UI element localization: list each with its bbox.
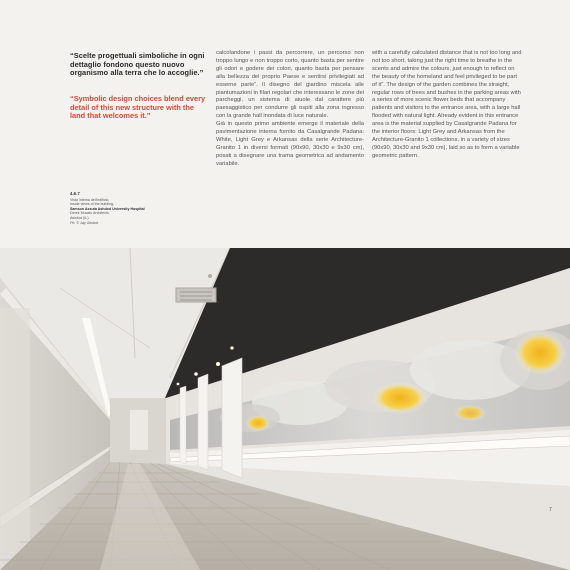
photo-caption	[70, 192, 210, 225]
pull-quote-italian: “Scelte progettuali simboliche in ogni dettaglio fondono questo nuovo organismo alla terra che lo accoglie.”	[70, 51, 205, 78]
caption-project: Samson Assuta Ashdod University Hospital	[70, 206, 145, 211]
flower-yellow-2	[514, 331, 566, 375]
caption-architect: Derek Mucalo Architects	[70, 211, 109, 216]
caption-location: Ashdod (IL)	[70, 215, 89, 220]
caption-photo-credit: Ph. © Jay Gkobot	[70, 220, 99, 225]
corridor-illustration	[0, 248, 570, 570]
caption-line-english: Inside views of the building,	[70, 202, 114, 207]
page-number: 7	[549, 507, 552, 513]
flower-yellow-1	[372, 382, 428, 414]
body-column-english: with a carefully calculated distance that is not too long and not too short, taking just the right time to breathe in the scents and admire the colours, just enough to reflect on the beauty of the homeland and feel privileged to be part of it”. The design of the garden combines the straight, regular rows of trees and bushes in the parking areas with a series of more scenic flower beds that accompany patients and visitors to the entrance area, with a large hall flooded with natural light. Already evident in this entrance area is the material supplied by Casalgrande Padana for the interior floors: Light Grey and Arkansas from the Architecture-Granito 1 collections, in a variety of sizes (90x90, 30x30 and 9x30 cm), laid so as to form a variable geometric pattern.	[372, 50, 522, 159]
body-column-italian: calcolandone i passi da percorrere, un percorso non troppo lungo e non troppo corto, quanto basta per sentire gli odori e godere dei colori, quanto basta per pensare alla bellezza del proprio Paese e sentirsi privilegiati ad esserne parte”. Il disegno del giardino miscela alle piantumazioni in filari regolari che interessano le zone dei parcheggi, un sistema di aiuole dal carattere più paesaggistico per condurre gli ospiti alla zona ingresso con la grande hall inondata di luce naturale. Già in questo primo ambiente emerge il materiale della pavimentazione interna fornito da Casalgrande Padana: White, Light Grey e Arkansas della serie Architecture-Granito 1 in diversi formati (90x90, 30x30 e 9x30 cm), posati a disegnare una trama geometrica ad andamento variabile.	[216, 50, 364, 167]
pull-quote-english: “Symbolic design choices blend every detail of this new structure with the land that welcomes it.”	[70, 94, 206, 121]
caption-number: 4.6.7	[70, 191, 80, 196]
corridor-photo	[0, 248, 570, 570]
caption-line-italian: Vista interna dell'edificio,	[70, 197, 110, 202]
